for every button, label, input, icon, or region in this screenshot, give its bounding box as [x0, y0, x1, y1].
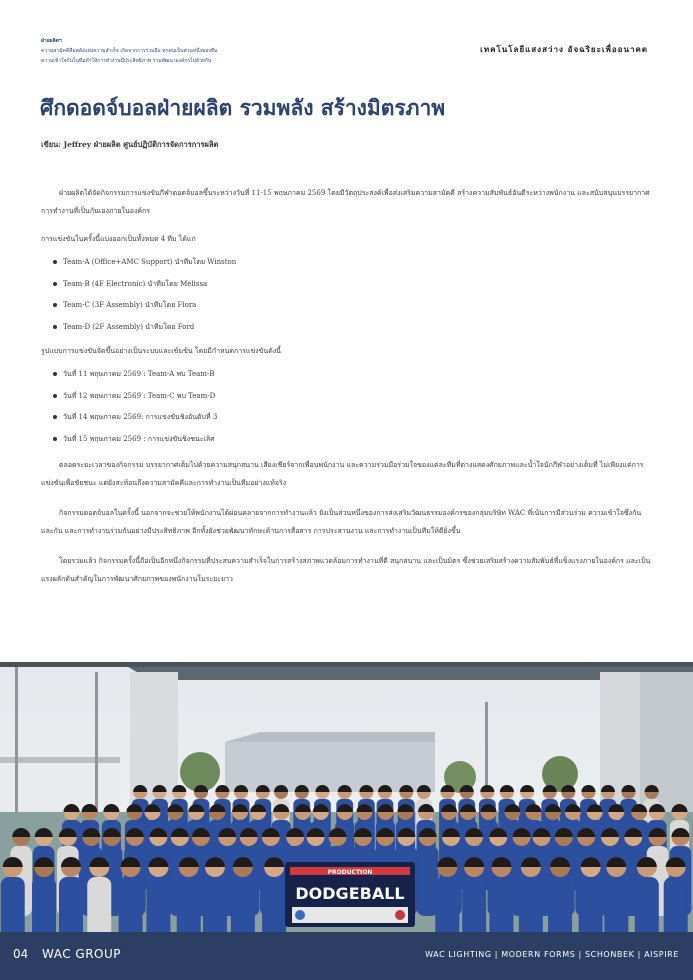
group-photo [0, 662, 693, 932]
schedule-intro: รูปแบบการแข่งขันจัดขึ้นอย่างเป็นระบบและเข้มข้น โดยมีกำหนดการแข่งขันดังนี้ [41, 347, 281, 355]
body-paragraph-2: กิจกรรมดอดจ์บอลในครั้งนี้ นอกจากจะช่วยให้พนักงานได้ผ่อนคลายจากการทำงานแล้ว ยังเป็นส่วนหนึ่งของการส่งเสริมวัฒนธรรมองค์กรของกลุ่มบริษัท WAC ที่เน้นการมีส่วนร่วม ความเข้าใจซึ่งกันและกัน และการทำงานร่วมกันอย่างมีประสิทธิภาพ อีกทั้งยังช่วยพัฒนาทักษะด้านการสื่อสาร การประสานงาน และการทำงานเป็นทีมให้ดียิ่งขึ้น [41, 509, 642, 535]
article-author: เขียน: Jeffrey ฝ่ายผลิต ศูนย์ปฏิบัติการจัดการการผลิต [41, 140, 219, 149]
list-item: วันที่ 11 พฤษภาคม 2569 : Team-A พบ Team-B [63, 364, 651, 386]
intro-paragraph: ฝ่ายผลิตได้จัดกิจกรรมการแข่งขันกีฬาดอดจ์บอลขึ้นระหว่างวันที่ 11-15 พฤษภาคม 2569 โดยมีวัตถุประสงค์เพื่อส่งเสริมความสามัคคี สร้างความสัมพันธ์อันดีระหว่างพนักงาน และสนับสนุนบรรยากาศการทำงานที่เป็นกันเองภายในองค์กร [41, 189, 650, 215]
article-body [41, 184, 651, 600]
article-title: ศึกดอดจ์บอลฝ่ายผลิต รวมพลัง สร้างมิตรภาพ [40, 96, 446, 120]
list-item: วันที่ 12 พฤษภาคม 2569 : Team-C พบ Team-D [63, 386, 651, 408]
page-number: 04 [13, 947, 29, 961]
page-footer [0, 932, 693, 980]
header-dept: ฝ่ายผลิตฯ [41, 38, 62, 44]
list-item: Team-A (Office+AMC Support) นำทีมโดย Winston [63, 252, 651, 274]
header-section-info [41, 36, 217, 66]
list-item: วันที่ 14 พฤษภาคม 2569: การแข่งขันชิงอันดับที่ 3 [63, 407, 651, 429]
teams-list [41, 252, 651, 338]
schedule-list [41, 364, 651, 450]
dodgeball-banner [285, 862, 415, 927]
list-item: Team-D (2F Assembly) นำทีมโดย Ford [63, 317, 651, 339]
list-item: Team-C (3F Assembly) นำทีมโดย Flora [63, 295, 651, 317]
group-photo-illustration [0, 662, 693, 932]
list-item: วันที่ 15 พฤษภาคม 2569 : การแข่งขันชิงชนะเลิศ [63, 429, 651, 451]
body-paragraph-3: โดยรวมแล้ว กิจกรรมครั้งนี้ถือเป็นอีกหนึ่งกิจกรรมที่ประสบความสำเร็จในการสร้างสภาพแวดล้อมการทำงานที่ดี สนุกสนาน และเป็นมิตร ซึ่งช่วยเสริมสร้างความสัมพันธ์ที่แข็งแรงภายในองค์กร และเป็นแรงผลักดันสำคัญในการพัฒนาศักยภาพของพนักงานในระยะยาว [41, 557, 651, 583]
header-line-1: ความสามัคคีคือพลังแห่งความสำเร็จ เกิดจากการร่วมมือ ทุกคนเป็นส่วนหนึ่งของทีม [41, 48, 218, 54]
header-line-2: ความเข้าใจกันในทีมทำให้การทำงานมีประสิทธิภาพ ร่วมพัฒนาองค์กรไปด้วยกัน [41, 58, 212, 64]
banner-title: DODGEBALL [295, 884, 405, 903]
footer-brand-list: WAC LIGHTING | MODERN FORMS | SCHONBEK | AISPIRE [425, 950, 679, 959]
body-paragraph-1: ตลอดระยะเวลาของกิจกรรม บรรยากาศเต็มไปด้วยความสนุกสนาน เสียงเชียร์จากเพื่อนพนักงาน และความร่วมมือร่วมใจของแต่ละทีมที่ต่างแสดงศักยภาพและน้ำใจนักกีฬาอย่างเต็มที่ ไม่เพียงแต่การแข่งขันเพื่อชัยชนะ แต่ยังสะท้อนถึงความสามัคคีและการทำงานเป็นทีมอย่างแท้จริง [41, 461, 644, 487]
teams-intro: การแข่งขันในครั้งนี้แบ่งออกเป็นทั้งหมด 4 ทีม ได้แก่ [41, 235, 196, 243]
list-item: Team-B (4F Electronic) นำทีมโดย Melissa [63, 274, 651, 296]
header-tagline: เทคโนโลยีแสงสว่าง อัจฉริยะเพื่ออนาคต [480, 45, 648, 54]
footer-brand: WAC GROUP [42, 947, 122, 961]
banner-subtitle: PRODUCTION [327, 869, 373, 876]
